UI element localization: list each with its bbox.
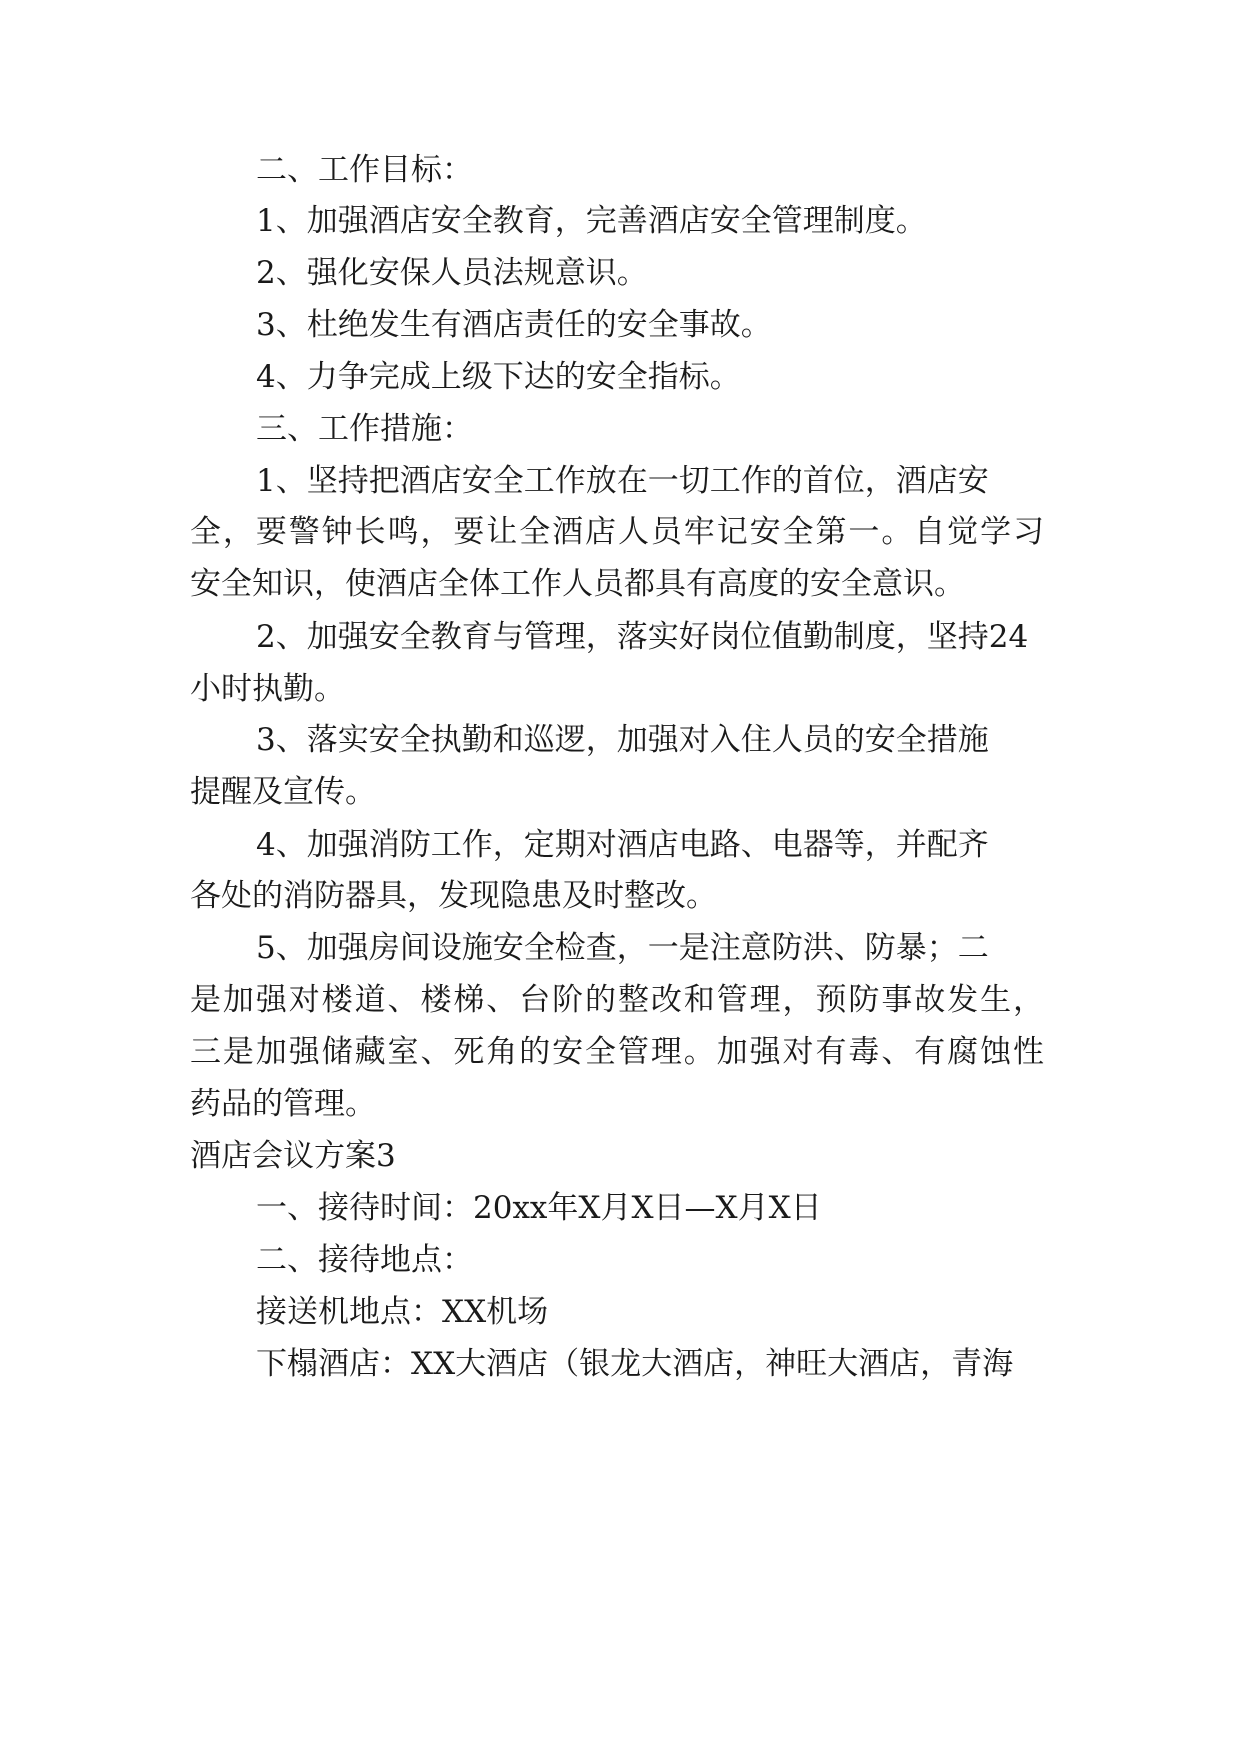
measure-5-line-2: 是加强对楼道、楼梯、台阶的整改和管理，预防事故发生， (190, 982, 1044, 1018)
measure-1-line-2: 全，要警钟长鸣，要让全酒店人员牢记安全第一。自觉学习 (190, 514, 1044, 550)
measure-4-line-1: 4、加强消防工作，定期对酒店电路、电器等，并配齐 (256, 827, 989, 863)
measure-5-line-1: 5、加强房间设施安全检查，一是注意防洪、防暴；二 (256, 930, 989, 966)
reception-location-heading: 二、接待地点： (256, 1242, 473, 1278)
measure-5-line-3: 三是加强储藏室、死角的安全管理。加强对有毒、有腐蚀性 (190, 1034, 1044, 1070)
goal-item-3: 3、杜绝发生有酒店责任的安全事故。 (256, 307, 772, 343)
measure-3-line-1: 3、落实安全执勤和巡逻，加强对入住人员的安全措施 (256, 722, 989, 758)
goal-item-4: 4、力争完成上级下达的安全指标。 (256, 359, 741, 395)
airport-pickup-location: 接送机地点：XX机场 (256, 1294, 549, 1330)
measure-1-line-1: 1、坚持把酒店安全工作放在一切工作的首位，酒店安 (256, 463, 989, 499)
measure-2-line-1: 2、加强安全教育与管理，落实好岗位值勤制度，坚持24 (256, 619, 1029, 655)
measure-4-line-2: 各处的消防器具，发现隐患及时整改。 (190, 878, 717, 914)
measure-5-line-4: 药品的管理。 (190, 1086, 376, 1122)
measure-2-line-2: 小时执勤。 (190, 671, 345, 707)
measure-1-line-3: 安全知识，使酒店全体工作人员都具有高度的安全意识。 (190, 566, 965, 602)
section-heading-goals: 二、工作目标： (256, 152, 473, 188)
section-heading-measures: 三、工作措施： (256, 411, 473, 447)
goal-item-1: 1、加强酒店安全教育，完善酒店安全管理制度。 (256, 203, 927, 239)
goal-item-2: 2、强化安保人员法规意识。 (256, 255, 648, 291)
hotel-accommodation: 下榻酒店：XX大酒店（银龙大酒店，神旺大酒店，青海 (256, 1346, 1014, 1382)
section-title-plan-3: 酒店会议方案3 (190, 1138, 396, 1174)
reception-time: 一、接待时间：20xx年X月X日—X月X日 (256, 1190, 822, 1226)
measure-3-line-2: 提醒及宣传。 (190, 774, 376, 810)
